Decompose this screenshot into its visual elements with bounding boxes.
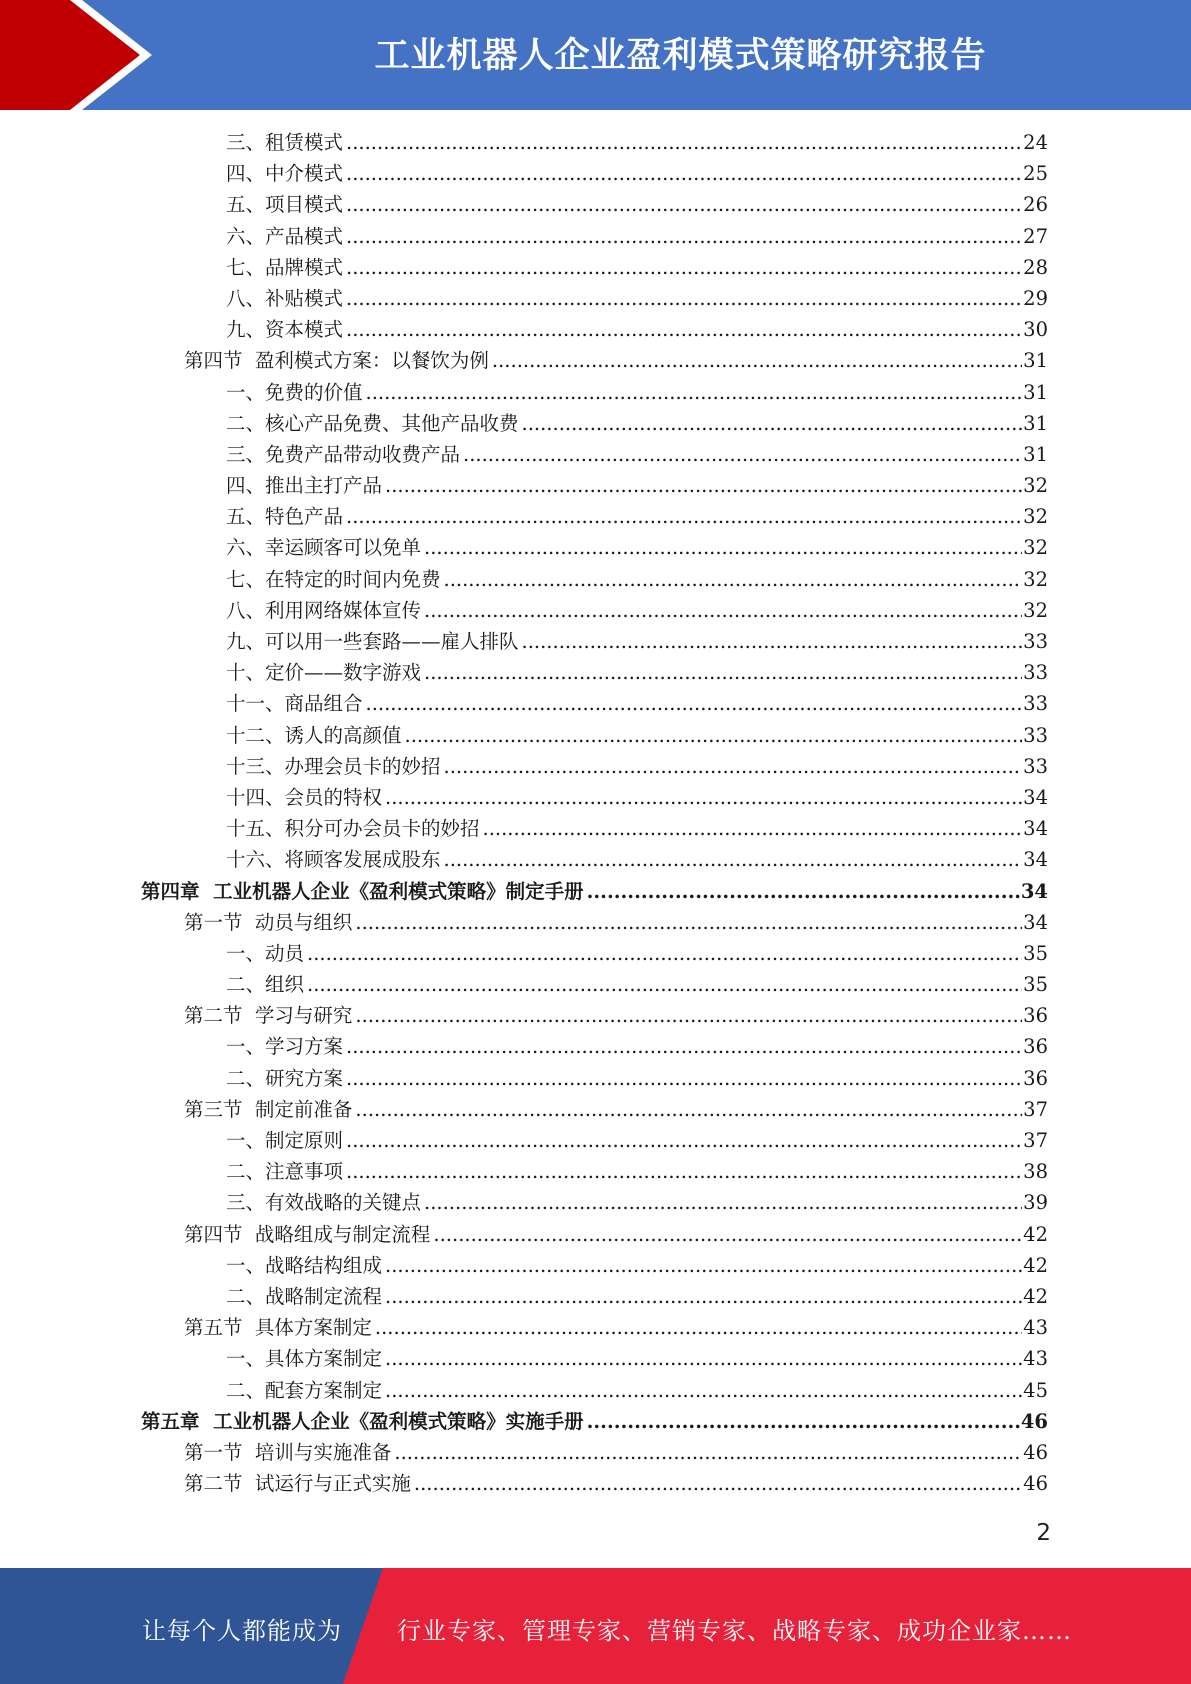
- toc-entry-label: 十二、诱人的高颜值: [226, 723, 402, 747]
- toc-dot-leader: [346, 1031, 1022, 1062]
- toc-entry-label: 三、有效战略的关键点: [226, 1191, 422, 1215]
- toc-subsection-entry[interactable]: [226, 1375, 1048, 1406]
- toc-subsection-entry[interactable]: [226, 1031, 1048, 1062]
- toc-subsection-entry[interactable]: [226, 844, 1048, 875]
- toc-entry-label: 四、推出主打产品: [226, 474, 383, 498]
- toc-entry-page: 34: [1023, 848, 1048, 872]
- toc-entry-page: 34: [1023, 785, 1048, 809]
- toc-subsection-entry[interactable]: [226, 626, 1048, 657]
- toc-entry-page: 37: [1023, 1129, 1048, 1152]
- toc-subsection-entry[interactable]: [226, 252, 1048, 283]
- toc-chapter-entry[interactable]: [141, 876, 1048, 907]
- toc-entry-label: 八、补贴模式: [226, 286, 344, 310]
- toc-entry-label: 九、资本模式: [226, 318, 344, 342]
- toc-dot-leader: [346, 1063, 1022, 1094]
- toc-entry-page: 32: [1023, 567, 1048, 591]
- toc-entry-page: 35: [1023, 941, 1048, 965]
- toc-dot-leader: [355, 1000, 1022, 1031]
- toc-entry-label: 一、具体方案制定: [226, 1347, 383, 1371]
- toc-entry-label: 十一、商品组合: [226, 692, 363, 716]
- toc-entry-label: 三、租赁模式: [226, 131, 344, 154]
- toc-dot-leader: [483, 813, 1023, 844]
- toc-subsection-entry[interactable]: [226, 751, 1048, 782]
- toc-entry-label: 二、组织: [226, 973, 305, 997]
- toc-dot-leader: [385, 1375, 1022, 1406]
- toc-dot-leader: [346, 221, 1022, 252]
- toc-subsection-entry[interactable]: [226, 189, 1048, 220]
- toc-entry-page: 30: [1023, 318, 1048, 342]
- toc-dot-leader: [444, 564, 1023, 595]
- toc-dot-leader: [522, 408, 1023, 439]
- toc-entry-page: 43: [1023, 1347, 1048, 1371]
- toc-entry-label: 第四章 工业机器人企业《盈利模式策略》制定手册: [141, 879, 584, 903]
- toc-entry-page: 27: [1023, 224, 1048, 248]
- header-banner: [0, 0, 1191, 110]
- toc-entry-label: 第五节 具体方案制定: [184, 1316, 372, 1340]
- toc-subsection-entry[interactable]: [226, 283, 1048, 314]
- toc-dot-leader: [463, 439, 1022, 470]
- toc-entry-label: 八、利用网络媒体宣传: [226, 598, 422, 622]
- toc-subsection-entry[interactable]: [226, 1343, 1048, 1374]
- footer-slogan-right: 行业专家、管理专家、营销专家、战略专家、成功企业家……: [397, 1617, 1072, 1645]
- toc-entry-page: 32: [1023, 598, 1048, 622]
- toc-entry-page: 33: [1023, 692, 1048, 716]
- toc-section-entry[interactable]: [184, 1000, 1048, 1031]
- toc-entry-label: 二、战略制定流程: [226, 1284, 383, 1308]
- toc-dot-leader: [385, 782, 1022, 813]
- toc-subsection-entry[interactable]: [226, 127, 1048, 158]
- toc-entry-label: 七、品牌模式: [226, 255, 344, 279]
- toc-subsection-entry[interactable]: [226, 377, 1048, 408]
- toc-dot-leader: [355, 907, 1022, 938]
- toc-dot-leader: [346, 501, 1022, 532]
- toc-subsection-entry[interactable]: [226, 470, 1048, 501]
- toc-entry-page: 43: [1023, 1316, 1048, 1340]
- toc-subsection-entry[interactable]: [226, 720, 1048, 751]
- toc-entry-label: 第五章 工业机器人企业《盈利模式策略》实施手册: [141, 1409, 584, 1433]
- toc-entry-label: 二、配套方案制定: [226, 1378, 383, 1402]
- toc-entry-label: 第三节 制定前准备: [184, 1097, 353, 1121]
- toc-subsection-entry[interactable]: [226, 782, 1048, 813]
- toc-dot-leader: [346, 189, 1022, 220]
- toc-subsection-entry[interactable]: [226, 1063, 1048, 1094]
- toc-entry-page: 38: [1023, 1160, 1048, 1184]
- toc-entry-page: 34: [1020, 879, 1048, 903]
- toc-entry-label: 二、核心产品免费、其他产品收费: [226, 411, 519, 435]
- toc-subsection-entry[interactable]: [226, 564, 1048, 595]
- toc-entry-page: 42: [1023, 1284, 1048, 1308]
- table-of-contents: [0, 127, 1191, 1499]
- toc-entry-page: 33: [1023, 661, 1048, 685]
- toc-entry-label: 二、研究方案: [226, 1066, 344, 1090]
- toc-dot-leader: [346, 283, 1022, 314]
- toc-dot-leader: [346, 1156, 1022, 1187]
- toc-entry-page: 37: [1023, 1097, 1048, 1121]
- toc-entry-label: 三、免费产品带动收费产品: [226, 442, 461, 466]
- document-title: 工业机器人企业盈利模式策略研究报告: [374, 36, 987, 76]
- toc-entry-label: 五、特色产品: [226, 505, 344, 529]
- toc-entry-label: 第一节 动员与组织: [184, 910, 353, 934]
- toc-section-entry[interactable]: [184, 1468, 1048, 1499]
- toc-entry-label: 五、项目模式: [226, 193, 344, 217]
- toc-entry-label: 六、幸运顾客可以免单: [226, 536, 422, 560]
- toc-dot-leader: [424, 532, 1022, 563]
- toc-entry-page: 32: [1023, 474, 1048, 498]
- toc-entry-page: 35: [1023, 973, 1048, 997]
- toc-dot-leader: [307, 938, 1022, 969]
- toc-dot-leader: [414, 1468, 1022, 1499]
- toc-dot-leader: [366, 377, 1023, 408]
- toc-dot-leader: [346, 252, 1022, 283]
- toc-dot-leader: [522, 626, 1023, 657]
- toc-dot-leader: [307, 969, 1022, 1000]
- toc-entry-page: 28: [1023, 255, 1048, 279]
- toc-subsection-entry[interactable]: [226, 1187, 1048, 1218]
- toc-entry-label: 第四节 盈利模式方案：以餐饮为例: [184, 349, 489, 373]
- toc-entry-page: 31: [1023, 411, 1048, 435]
- toc-subsection-entry[interactable]: [226, 969, 1048, 1000]
- toc-dot-leader: [433, 1219, 1022, 1250]
- toc-dot-leader: [444, 751, 1023, 782]
- toc-entry-page: 33: [1023, 723, 1048, 747]
- toc-section-entry[interactable]: [184, 345, 1048, 376]
- toc-entry-page: 42: [1023, 1253, 1048, 1277]
- toc-entry-label: 十五、积分可办会员卡的妙招: [226, 817, 480, 841]
- toc-entry-label: 九、可以用一些套路——雇人排队: [226, 630, 519, 653]
- toc-entry-label: 十三、办理会员卡的妙招: [226, 754, 441, 778]
- toc-dot-leader: [346, 158, 1022, 189]
- toc-dot-leader: [492, 345, 1022, 376]
- toc-entry-label: 一、制定原则: [226, 1129, 344, 1152]
- toc-entry-page: 31: [1023, 349, 1048, 373]
- toc-subsection-entry[interactable]: [226, 501, 1048, 532]
- toc-entry-page: 31: [1023, 380, 1048, 404]
- toc-subsection-entry[interactable]: [226, 938, 1048, 969]
- toc-entry-label: 一、动员: [226, 941, 305, 965]
- toc-entry-page: 39: [1023, 1191, 1048, 1215]
- toc-entry-label: 十四、会员的特权: [226, 785, 383, 809]
- toc-subsection-entry[interactable]: [226, 657, 1048, 688]
- toc-dot-leader: [385, 1343, 1022, 1374]
- red-chevron-icon: [0, 0, 160, 110]
- toc-subsection-entry[interactable]: [226, 1156, 1048, 1187]
- toc-dot-leader: [355, 1094, 1022, 1125]
- toc-subsection-entry[interactable]: [226, 813, 1048, 844]
- toc-entry-page: 31: [1023, 442, 1048, 466]
- toc-chapter-entry[interactable]: [141, 1406, 1048, 1437]
- footer-banner: [0, 1568, 1191, 1684]
- toc-entry-page: 34: [1023, 817, 1048, 841]
- toc-subsection-entry[interactable]: [226, 439, 1048, 470]
- toc-section-entry[interactable]: [184, 1437, 1048, 1468]
- toc-dot-leader: [444, 844, 1023, 875]
- toc-dot-leader: [424, 595, 1022, 626]
- toc-dot-leader: [346, 127, 1022, 158]
- toc-entry-page: 34: [1023, 910, 1048, 934]
- toc-subsection-entry[interactable]: [226, 314, 1048, 345]
- toc-dot-leader: [366, 688, 1023, 719]
- toc-dot-leader: [346, 1125, 1022, 1156]
- toc-entry-page: 29: [1023, 286, 1048, 310]
- toc-entry-label: 七、在特定的时间内免费: [226, 567, 441, 591]
- toc-entry-page: 32: [1023, 505, 1048, 529]
- toc-section-entry[interactable]: [184, 907, 1048, 938]
- toc-section-entry[interactable]: [184, 1094, 1048, 1125]
- toc-entry-page: 33: [1023, 630, 1048, 653]
- toc-subsection-entry[interactable]: [226, 688, 1048, 719]
- toc-subsection-entry[interactable]: [226, 158, 1048, 189]
- toc-entry-page: 46: [1023, 1472, 1048, 1496]
- toc-entry-label: 六、产品模式: [226, 224, 344, 248]
- toc-entry-page: 32: [1023, 536, 1048, 560]
- toc-entry-page: 46: [1020, 1409, 1048, 1433]
- toc-entry-page: 45: [1023, 1378, 1048, 1402]
- toc-entry-page: 25: [1023, 162, 1048, 186]
- toc-dot-leader: [405, 720, 1023, 751]
- toc-dot-leader: [346, 314, 1022, 345]
- toc-entry-label: 第四节 战略组成与制定流程: [184, 1222, 431, 1246]
- toc-entry-page: 33: [1023, 754, 1048, 778]
- toc-subsection-entry[interactable]: [226, 1281, 1048, 1312]
- toc-subsection-entry[interactable]: [226, 1250, 1048, 1281]
- toc-entry-page: 46: [1023, 1440, 1048, 1464]
- toc-entry-label: 第二节 试运行与正式实施: [184, 1472, 411, 1496]
- toc-dot-leader: [424, 1187, 1022, 1218]
- toc-subsection-entry[interactable]: [226, 221, 1048, 252]
- page-number: 2: [1036, 1520, 1051, 1546]
- toc-dot-leader: [587, 876, 1020, 907]
- footer-slogan-left: 让每个人都能成为: [142, 1617, 342, 1645]
- toc-entry-label: 一、战略结构组成: [226, 1253, 383, 1277]
- toc-subsection-entry[interactable]: [226, 1125, 1048, 1156]
- toc-entry-label: 第一节 培训与实施准备: [184, 1440, 392, 1464]
- toc-entry-label: 十、定价——数字游戏: [226, 661, 422, 685]
- toc-entry-label: 第二节 学习与研究: [184, 1004, 353, 1028]
- toc-dot-leader: [587, 1406, 1020, 1437]
- toc-dot-leader: [424, 657, 1022, 688]
- toc-section-entry[interactable]: [184, 1312, 1048, 1343]
- toc-entry-page: 42: [1023, 1222, 1048, 1246]
- toc-subsection-entry[interactable]: [226, 408, 1048, 439]
- toc-dot-leader: [385, 1250, 1022, 1281]
- toc-dot-leader: [394, 1437, 1022, 1468]
- toc-entry-label: 一、免费的价值: [226, 380, 363, 404]
- toc-entry-page: 24: [1023, 131, 1048, 154]
- toc-entry-label: 一、学习方案: [226, 1035, 344, 1059]
- toc-entry-label: 二、注意事项: [226, 1160, 344, 1184]
- toc-entry-page: 36: [1023, 1004, 1048, 1028]
- toc-subsection-entry[interactable]: [226, 595, 1048, 626]
- toc-dot-leader: [385, 470, 1022, 501]
- toc-dot-leader: [385, 1281, 1022, 1312]
- toc-entry-page: 26: [1023, 193, 1048, 217]
- toc-section-entry[interactable]: [184, 1219, 1048, 1250]
- toc-dot-leader: [375, 1312, 1022, 1343]
- toc-subsection-entry[interactable]: [226, 532, 1048, 563]
- toc-entry-page: 36: [1023, 1066, 1048, 1090]
- toc-entry-label: 四、中介模式: [226, 162, 344, 186]
- toc-entry-page: 36: [1023, 1035, 1048, 1059]
- toc-entry-label: 十六、将顾客发展成股东: [226, 848, 441, 872]
